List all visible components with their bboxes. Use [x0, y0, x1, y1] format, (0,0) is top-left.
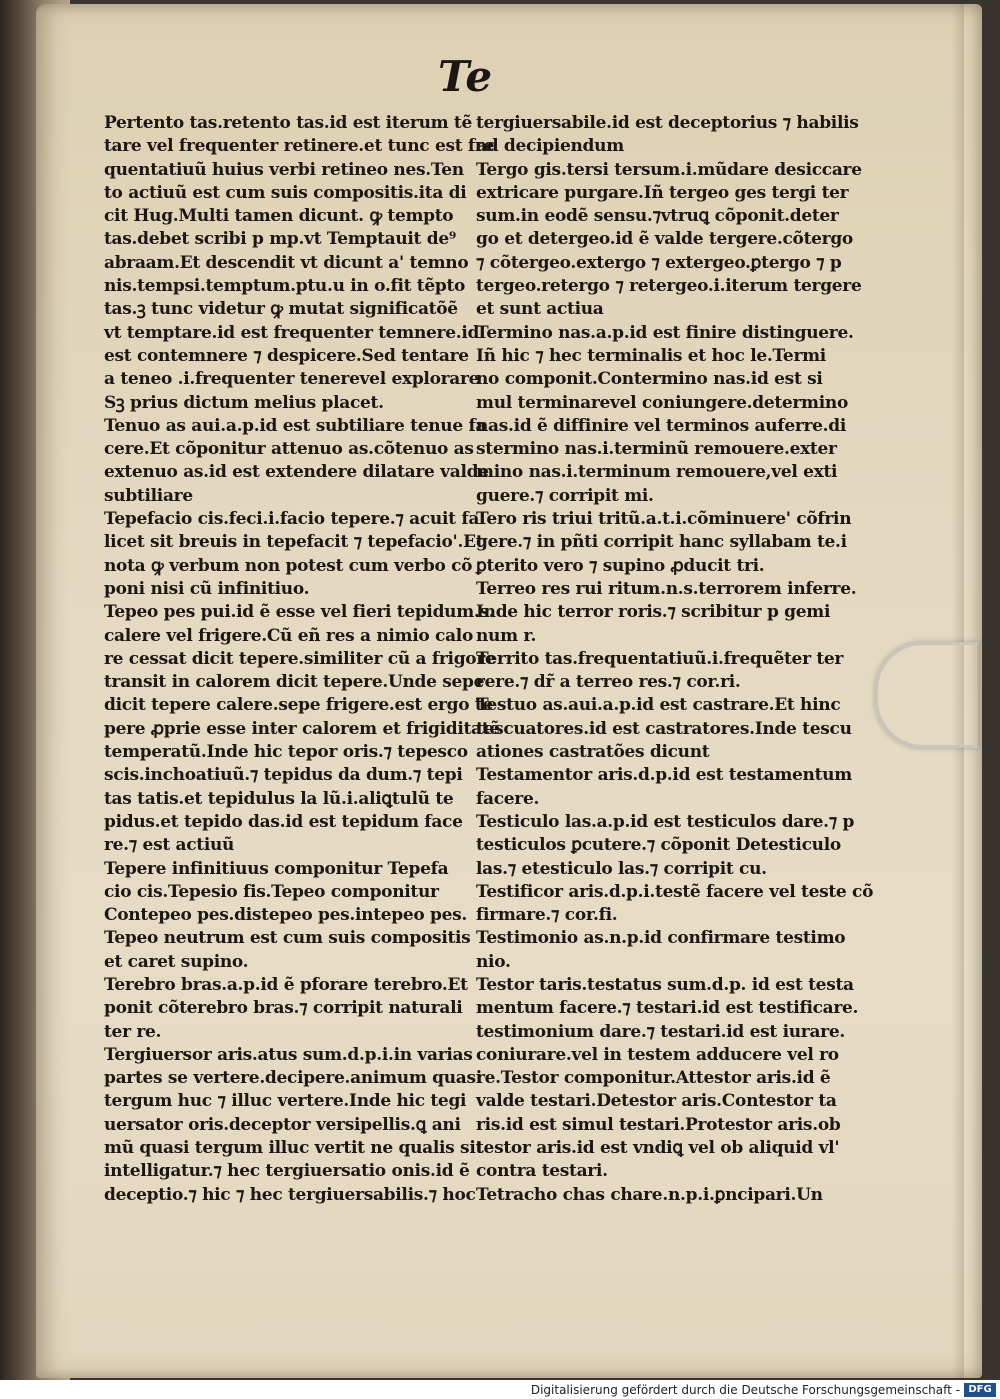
text-line: nio. [476, 951, 511, 972]
text-line: ter re. [104, 1021, 162, 1042]
text-line: sum.in eodẽ sensu.⁊vtruꝗ cõponit.deter [476, 206, 839, 227]
text-line: partes se vertere.decipere.animum quasi [104, 1068, 482, 1089]
text-line: temperatũ.Inde hic tepor oris.⁊ tepesco [104, 742, 468, 763]
text-line: ⁊ cõtergeo.extergo ⁊ extergeo.ꝑtergo ⁊ p [476, 252, 842, 273]
text-line: Testamentor aris.d.p.id est testamentum [476, 765, 852, 786]
text-line: a teneo .i.frequenter tenerevel explorare [104, 369, 480, 390]
text-line: et caret supino. [104, 951, 249, 972]
text-line: Contepeo pes.distepeo pes.intepeo pes. [104, 905, 468, 926]
text-line: to actiuũ est cum suis compositis.ita di [104, 182, 467, 203]
text-line: num r. [476, 625, 537, 646]
text-line: nis.tempsi.temptum.ptu.u in o.fit tẽpto [104, 276, 466, 297]
text-line: rere.⁊ dr̃ a terreo res.⁊ cor.ri. [476, 672, 741, 693]
text-line: Inde hic terror roris.⁊ scribitur p gemi [476, 602, 831, 623]
text-line: tergiuersabile.id est deceptorius ⁊ habilis [476, 113, 859, 133]
text-line: extricare purgare.Iñ tergeo ges tergi ter [476, 182, 849, 203]
text-line: subtiliare [104, 485, 193, 506]
text-line: mentum facere.⁊ testari.id est testificare. [476, 998, 859, 1019]
text-line: nota ꝙ verbum non potest cum verbo cõ [104, 555, 473, 576]
text-line: Tergiuersor aris.atus sum.d.p.i.in varias [104, 1044, 473, 1065]
dfg-logo: DFG [964, 1383, 996, 1397]
text-line: vt temptare.id est frequenter temnere.id [104, 322, 480, 343]
text-line: cit Hug.Multi tamen dicunt. ꝙ tempto [104, 206, 454, 227]
text-line: testiculos ꝑcutere.⁊ cõponit Detesticulo [476, 835, 841, 856]
text-line: ad decipiendum [476, 136, 624, 157]
text-line: testor aris.id est vndiꝗ vel ob aliquid vl' [476, 1138, 840, 1159]
text-line: uersator oris.deceptor versipellis.ꝗ ani [104, 1114, 461, 1135]
text-line: valde testari.Detestor aris.Contestor ta [476, 1091, 837, 1112]
text-line: dicit tepere calere.sepe frigere.est ergo te [104, 695, 493, 716]
running-header: Te [438, 52, 494, 101]
text-line: cio cis.Tepesio fis.Tepeo componitur [104, 881, 439, 902]
text-line: tas.ꝫ tunc videtur ꝙ mutat significatõẽ [104, 299, 458, 320]
text-line: cere.Et cõponitur attenuo as.cõtenuo as [104, 439, 474, 460]
text-line: facere. [476, 788, 540, 809]
text-line: tergeo.retergo ⁊ retergeo.i.iterum tergere [476, 276, 862, 297]
text-line: et sunt actiua [476, 299, 604, 320]
text-line: guere.⁊ corripit mi. [476, 485, 654, 506]
text-line: Territo tas.frequentatiuũ.i.frequẽter ter [476, 648, 844, 669]
text-line: deceptio.⁊ hic ⁊ hec tergiuersabilis.⁊ hoc [104, 1184, 476, 1205]
text-line: no componit.Contermino nas.id est si [476, 369, 823, 390]
text-line: est contemnere ⁊ despicere.Sed tentare [104, 345, 469, 366]
text-line: re.⁊ est actiuũ [104, 835, 235, 856]
text-line: mũ quasi tergum illuc vertit ne qualis sit [104, 1138, 484, 1159]
text-line: tas tatis.et tepidulus la lũ.i.aliꝗtulũ te [104, 788, 454, 809]
text-line: las.⁊ etesticulo las.⁊ corripit cu. [476, 858, 767, 879]
text-line: Tepefacio cis.feci.i.facio tepere.⁊ acuit fa [104, 509, 480, 530]
text-line: Termino nas.a.p.id est finire distinguere. [476, 322, 854, 343]
text-line: Testuo as.aui.a.p.id est castrare.Et hinc [476, 695, 841, 716]
text-line: Sꝫ prius dictum melius placet. [104, 392, 384, 413]
text-line: Iñ hic ⁊ hec terminalis et hoc le.Termi [476, 345, 826, 366]
text-line: Tergo gis.tersi tersum.i.mũdare desiccare [476, 159, 862, 180]
text-line: mul terminarevel coniungere.determino [476, 392, 849, 413]
text-line: scis.inchoatiuũ.⁊ tepidus da dum.⁊ tepi [104, 765, 463, 786]
text-line: Testiculo las.a.p.id est testiculos dare.⁊ p [476, 811, 855, 832]
text-line: Pertento tas.retento tas.id est iterum tẽ [104, 113, 473, 133]
text-line: pere ꝓprie esse inter calorem et frigiditatẽ [104, 718, 500, 739]
text-line: ationes castratões dicunt [476, 742, 710, 763]
funding-credit: Digitalisierung gefördert durch die Deutsche Forschungsgemeinschaft - [530, 1383, 960, 1397]
text-line: tas.debet scribi p mp.vt Temptauit de⁹ [104, 229, 456, 250]
text-line: re.Testor componitur.Attestor aris.id ẽ [476, 1068, 831, 1089]
page-clip-holder [875, 642, 978, 748]
text-line: Testor taris.testatus sum.d.p. id est testa [476, 974, 854, 995]
text-line: Testimonio as.n.p.id confirmare testimo [476, 928, 846, 949]
text-line: tare vel frequenter retinere.et tunc est fre [104, 136, 495, 157]
text-line: Tero ris triui tritũ.a.t.i.cõminuere' cõfrin [476, 509, 852, 530]
text-line: tergum huc ⁊ illuc vertere.Inde hic tegi [104, 1091, 467, 1112]
text-line: quentatiuũ huius verbi retineo nes.Ten [104, 159, 464, 180]
text-line: Testificor aris.d.p.i.testẽ facere vel teste cõ [476, 881, 874, 902]
text-line: mino nas.i.terminum remouere,vel exti [476, 462, 838, 483]
text-line: re cessat dicit tepere.similiter cũ a frigore [104, 648, 496, 669]
text-line: Terebro bras.a.p.id ẽ pforare terebro.Et [104, 974, 468, 995]
text-line: pidus.et tepido das.id est tepidum face [104, 811, 463, 832]
text-line: testimonium dare.⁊ testari.id est iurare. [476, 1021, 845, 1042]
text-line: Tepere infinitiuus componitur Tepefa [104, 858, 449, 879]
text-line: Tepeo pes pui.id ẽ esse vel fieri tepidum.s. [104, 602, 495, 623]
footer-bar [0, 1380, 1000, 1399]
text-line: abraam.Et descendit vt dicunt a' temno [104, 252, 469, 273]
text-line: firmare.⁊ cor.fi. [476, 905, 618, 926]
text-line: stermino nas.i.terminũ remouere.exter [476, 439, 837, 460]
text-line: poni nisi cũ infinitiuo. [104, 578, 310, 599]
text-column-right [476, 112, 874, 1207]
text-line: go et detergeo.id ẽ valde tergere.cõtergo [476, 229, 853, 250]
text-line: calere vel frigere.Cũ eñ res a nimio calo [104, 625, 474, 646]
text-line: Tenuo as aui.a.p.id est subtiliare tenue fa [104, 415, 487, 436]
text-line: ꝑterito vero ⁊ supino ꝓducit tri. [476, 555, 765, 576]
text-line: gere.⁊ in pñti corripit hanc syllabam te.i [476, 532, 847, 553]
text-line: Tetracho chas chare.n.p.i.ꝑncipari.Un [476, 1184, 823, 1205]
text-line: tescuatores.id est castratores.Inde tescu [476, 718, 852, 739]
text-line: Terreo res rui ritum.n.s.terrorem inferre. [476, 578, 857, 599]
text-line: contra testari. [476, 1161, 608, 1182]
text-line: nas.id ẽ diffinire vel terminos auferre.di [476, 415, 847, 436]
text-line: intelligatur.⁊ hec tergiuersatio onis.id ẽ [104, 1161, 470, 1182]
text-line: ris.id est simul testari.Protestor aris.ob [476, 1114, 841, 1135]
text-line: licet sit breuis in tepefacit ⁊ tepefacio'.Et [104, 532, 484, 553]
text-line: ponit cõterebro bras.⁊ corripit naturali [104, 998, 463, 1019]
text-line: transit in calorem dicit tepere.Unde sepe [104, 672, 485, 693]
text-line: coniurare.vel in testem adducere vel ro [476, 1044, 839, 1065]
text-line: Tepeo neutrum est cum suis compositis [104, 928, 471, 949]
text-line: extenuo as.id est extendere dilatare valde [104, 462, 489, 483]
